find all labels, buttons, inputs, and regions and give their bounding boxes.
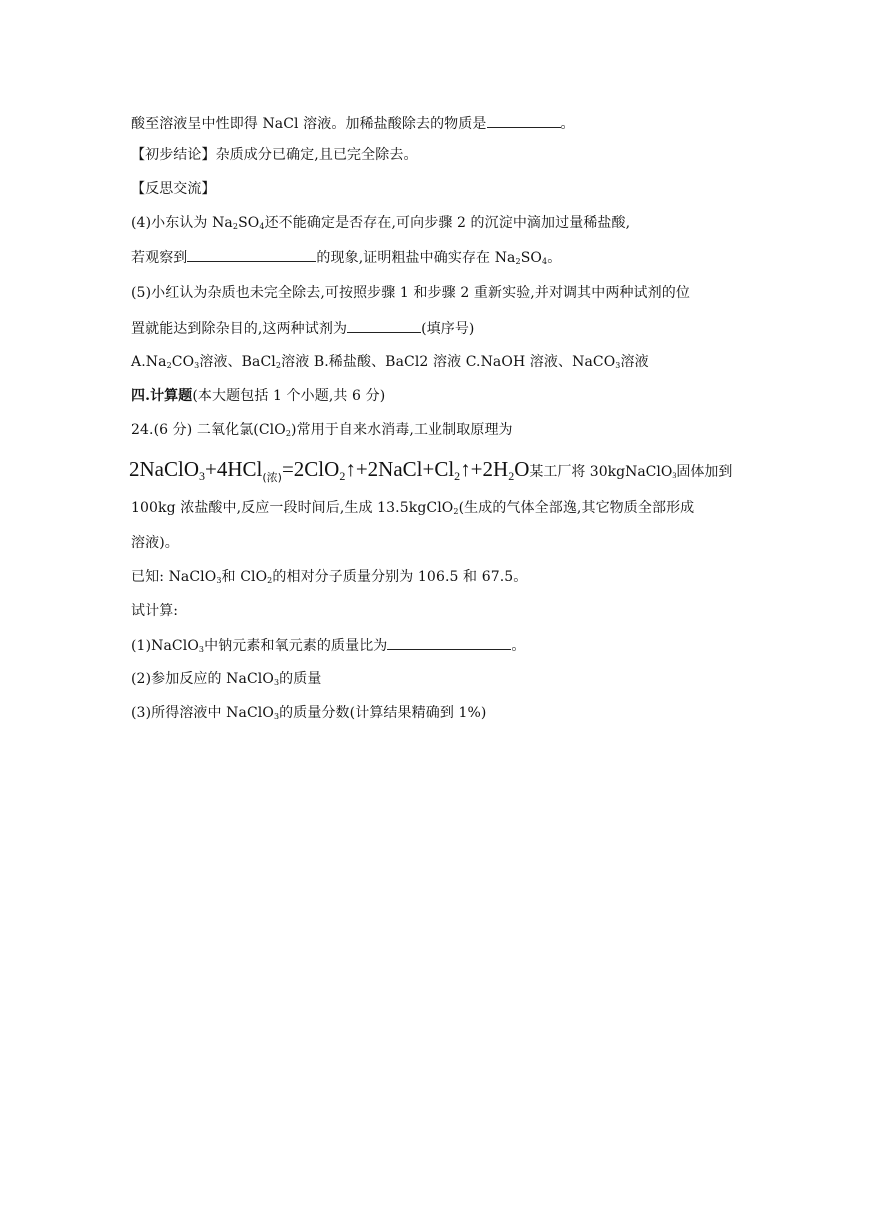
text-line-4: (4)小东认为 $Na_2SO_4$还不能确定是否存在,可向步骤 2 的沉淀中滴加过量稀盐酸, (131, 215, 631, 231)
section-title: 四.计算题 (131, 388, 193, 404)
section-heading: 四.计算题(本大题包括 1 个小题,共 6 分) (131, 388, 386, 404)
given-line: 已知: NaClO$_3$和 ClO$_2$的相对分子质量分别为 106.5 和 67.5。 (131, 569, 528, 585)
answer-blank-1[interactable] (487, 113, 561, 128)
text-line-5: 若观察到 的现象,证明粗盐中确实存在 $Na_2SO_4$。 (131, 247, 561, 268)
text-line-13: 试计算: (131, 603, 179, 619)
sub-question-2: (2)参加反应的 NaClO$_3$的质量 (131, 671, 322, 687)
text-line-1: 酸至溶液呈中性即得 NaCl 溶液。加稀盐酸除去的物质是 。 (131, 113, 575, 134)
answer-blank-3[interactable] (347, 318, 421, 333)
text-line-7: 置就能达到除杂目的,这两种试剂为 (填序号) (131, 318, 475, 339)
text-line-3: 【反思交流】 (131, 181, 216, 197)
text-line-11: 溶液)。 (131, 535, 179, 551)
options-line: $A.Na_2CO_3$溶液、BaCl$_2$溶液 B.稀盐酸、BaCl2 溶液 C.NaOH 溶液、NaCO$_3$溶液 (131, 354, 649, 370)
chemical-equation: $2NaClO_3+4HCl_{(浓)}=2ClO_2↑+2NaCl+Cl_2↑+2H_2O$某工厂将 30kgNaClO$_3$固体加到 (129, 457, 733, 484)
text-line-2: 【初步结论】杂质成分已确定,且已完全除去。 (131, 147, 418, 163)
sub-question-3: (3)所得溶液中 NaClO$_3$的质量分数(计算结果精确到 1%) (131, 705, 487, 721)
question-24: 24.(6 分) 二氧化氯(ClO$_2$)常用于自来水消毒,工业制取原理为 (131, 422, 513, 438)
answer-blank-2[interactable] (187, 247, 316, 262)
text-line-10: 100kg 浓盐酸中,反应一段时间后,生成 13.5kgClO$_2$(生成的气体全部逸,其它物质全部形成 (131, 500, 695, 516)
answer-blank-4[interactable] (387, 635, 511, 650)
text-line-6: (5)小红认为杂质也未完全除去,可按照步骤 1 和步骤 2 重新实验,并对调其中两种试剂的位 (131, 285, 690, 301)
sub-question-1: (1)NaClO$_3$中钠元素和氧元素的质量比为 。 (131, 635, 526, 656)
